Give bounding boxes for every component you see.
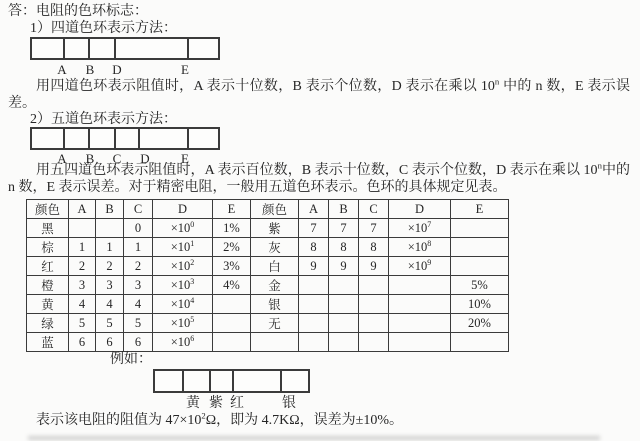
table-cell: 4% xyxy=(213,276,251,295)
table-cell: $\times 10^2$ xyxy=(153,257,213,276)
table-cell: $\times 10^6$ xyxy=(153,333,213,352)
exponent: n xyxy=(597,160,602,171)
table-cell: 4 xyxy=(124,295,153,314)
table-cell: 5 xyxy=(124,314,153,333)
table-cell: 7 xyxy=(299,219,329,238)
band-label: D xyxy=(112,62,122,77)
band-label: D xyxy=(140,151,150,166)
table-header-cell: E xyxy=(451,200,509,219)
scan-artifact xyxy=(28,436,600,440)
resistor-diagram-example xyxy=(153,369,310,393)
table-cell xyxy=(451,257,509,276)
table-row xyxy=(27,219,509,238)
exponent: 4 xyxy=(190,295,195,305)
exponent: 2 xyxy=(201,410,206,421)
table-cell: 4 xyxy=(69,295,96,314)
table-cell xyxy=(359,295,389,314)
exponent: n xyxy=(494,76,500,87)
table-cell: $\times 10^4$ xyxy=(153,295,213,314)
band-label: A xyxy=(57,151,67,166)
table-cell: 绿 xyxy=(27,314,69,333)
table-cell xyxy=(299,295,329,314)
resistor-diagram-5band xyxy=(30,127,220,150)
table-cell xyxy=(213,333,251,352)
text-run: 用四道色环表示阻值时，A 表示十位数，B 表示个位数，D 表示在乘以 10 xyxy=(36,79,495,94)
table-header-cell: D xyxy=(153,200,213,219)
example-label: 例如： xyxy=(110,352,152,367)
table-cell: 3% xyxy=(213,257,251,276)
band-divider xyxy=(187,39,189,58)
band-label: B xyxy=(85,62,95,77)
table-cell: 黄 xyxy=(27,295,69,314)
table-cell: 棕 xyxy=(27,238,69,257)
band-divider xyxy=(88,129,90,148)
band-divider xyxy=(114,39,116,58)
band-divider xyxy=(138,129,140,148)
color-code-table xyxy=(26,199,509,352)
table-cell xyxy=(213,295,251,314)
table-header-cell: E xyxy=(213,200,251,219)
table-header-cell: A xyxy=(299,200,329,219)
table-cell: 2% xyxy=(213,238,251,257)
table-cell: 0 xyxy=(124,219,153,238)
table-header-row xyxy=(27,200,509,219)
resistor-diagram-4band xyxy=(30,37,220,60)
table-cell: 7 xyxy=(359,219,389,238)
table-cell xyxy=(451,333,509,352)
table-row xyxy=(27,295,509,314)
table-header-cell: B xyxy=(329,200,359,219)
table-cell xyxy=(299,314,329,333)
table-cell: 1% xyxy=(213,219,251,238)
band-label: 红 xyxy=(230,396,244,411)
band-label: C xyxy=(112,151,122,166)
table-cell xyxy=(213,314,251,333)
exponent: 3 xyxy=(190,276,195,286)
table-cell: 黑 xyxy=(27,219,69,238)
table-row xyxy=(27,314,509,333)
table-cell xyxy=(96,219,124,238)
exponent: 2 xyxy=(190,257,195,267)
exponent: 0 xyxy=(190,219,195,229)
conclusion-line xyxy=(8,412,630,429)
para-five-band xyxy=(8,162,630,196)
table-cell: 9 xyxy=(359,257,389,276)
table-cell xyxy=(359,333,389,352)
table-cell xyxy=(389,333,451,352)
band-label: E xyxy=(181,62,189,77)
table-cell xyxy=(69,219,96,238)
table-cell: 9 xyxy=(329,257,359,276)
section1-heading: 1）四道色环表示方法： xyxy=(30,21,177,36)
table-cell: 无 xyxy=(251,314,299,333)
band-label: 紫 xyxy=(209,396,223,411)
exponent: 9 xyxy=(427,257,432,267)
table-cell xyxy=(299,333,329,352)
table-row xyxy=(27,276,509,295)
exponent: 7 xyxy=(427,219,432,229)
band-divider xyxy=(63,129,65,148)
table-cell: 1 xyxy=(96,238,124,257)
table-cell xyxy=(389,276,451,295)
table-cell: $\times 10^8$ xyxy=(389,238,451,257)
table-cell xyxy=(389,314,451,333)
table-cell: 银 xyxy=(251,295,299,314)
band-divider xyxy=(88,39,90,58)
band-label: E xyxy=(181,151,189,166)
table-cell: 6 xyxy=(96,333,124,352)
table-cell: 6 xyxy=(69,333,96,352)
band-divider xyxy=(182,371,184,391)
table-cell: 灰 xyxy=(251,238,299,257)
table-cell: $\times 10^0$ xyxy=(153,219,213,238)
table-cell: 红 xyxy=(27,257,69,276)
table-cell: 2 xyxy=(69,257,96,276)
table-cell xyxy=(329,276,359,295)
table-cell xyxy=(329,314,359,333)
table-cell xyxy=(329,333,359,352)
table-cell xyxy=(389,295,451,314)
table-cell xyxy=(329,295,359,314)
text-run: Ω，即为 4.7KΩ，误差为±10%。 xyxy=(205,413,404,428)
table-header-cell: C xyxy=(359,200,389,219)
band-label: 黄 xyxy=(186,396,200,411)
table-cell: 1 xyxy=(124,238,153,257)
table-row xyxy=(27,333,509,352)
text-run: 中的 n 数，E 表示误差。 xyxy=(8,79,630,111)
table-cell: 10% xyxy=(451,295,509,314)
table-cell: 7 xyxy=(329,219,359,238)
table-cell: 8 xyxy=(359,238,389,257)
table-cell xyxy=(451,238,509,257)
table-body xyxy=(27,219,509,352)
table-cell: 5% xyxy=(451,276,509,295)
table-cell: 3 xyxy=(69,276,96,295)
band-labels-example xyxy=(0,396,640,412)
text-run: 用五四道色环表示阻值时，A 表示百位数，B 表示十位数，C 表示个位数，D 表示在乘以 10 xyxy=(36,163,598,178)
table-row xyxy=(27,238,509,257)
band-divider xyxy=(209,371,211,391)
table-cell: 8 xyxy=(329,238,359,257)
table-header-cell: A xyxy=(69,200,96,219)
band-divider xyxy=(232,371,234,391)
exponent: 5 xyxy=(190,314,195,324)
table-cell xyxy=(359,314,389,333)
text-run: 表示该电阻的阻值为 47×10 xyxy=(36,413,202,428)
table-cell xyxy=(299,276,329,295)
table-cell: 20% xyxy=(451,314,509,333)
table-header-cell: B xyxy=(96,200,124,219)
text-run: 中的 n 数，E 表示误差。对于精密电阻，一般用五道色环表示。色环的具体规定见表。 xyxy=(8,163,631,195)
table-header-cell: 颜色 xyxy=(251,200,299,219)
band-divider xyxy=(280,371,282,391)
table-cell: 2 xyxy=(124,257,153,276)
table-row xyxy=(27,257,509,276)
band-label: A xyxy=(57,62,67,77)
table-cell: $\times 10^7$ xyxy=(389,219,451,238)
exponent: 1 xyxy=(190,238,195,248)
band-label: B xyxy=(85,151,95,166)
answer-line: 答：电阻的色环标志： xyxy=(8,4,148,19)
table-cell xyxy=(451,219,509,238)
table-cell: 3 xyxy=(96,276,124,295)
table-cell xyxy=(251,333,299,352)
table-cell: 金 xyxy=(251,276,299,295)
exponent: 6 xyxy=(190,333,195,343)
table-cell: 5 xyxy=(69,314,96,333)
table-cell: $\times 10^9$ xyxy=(389,257,451,276)
table-cell: $\times 10^5$ xyxy=(153,314,213,333)
table-cell: $\times 10^3$ xyxy=(153,276,213,295)
band-label: 银 xyxy=(282,396,296,411)
table-cell: 4 xyxy=(96,295,124,314)
table-cell: 紫 xyxy=(251,219,299,238)
band-divider xyxy=(63,39,65,58)
table-cell: 蓝 xyxy=(27,333,69,352)
exponent: 8 xyxy=(427,238,432,248)
table-cell: 9 xyxy=(299,257,329,276)
table-header-cell: 颜色 xyxy=(27,200,69,219)
table-cell: 6 xyxy=(124,333,153,352)
table-cell: 5 xyxy=(96,314,124,333)
band-divider xyxy=(187,129,189,148)
band-labels-4band xyxy=(0,62,640,78)
table-cell: $\times 10^1$ xyxy=(153,238,213,257)
band-divider xyxy=(114,129,116,148)
table-header-cell: C xyxy=(124,200,153,219)
table-cell: 2 xyxy=(96,257,124,276)
section2-heading: 2）五道色环表示方法： xyxy=(30,112,177,127)
table-cell xyxy=(359,276,389,295)
table-cell: 3 xyxy=(124,276,153,295)
table-cell: 白 xyxy=(251,257,299,276)
para-four-band xyxy=(8,78,630,112)
table-cell: 1 xyxy=(69,238,96,257)
table-cell: 橙 xyxy=(27,276,69,295)
table-cell: 8 xyxy=(299,238,329,257)
table-header-cell: D xyxy=(389,200,451,219)
